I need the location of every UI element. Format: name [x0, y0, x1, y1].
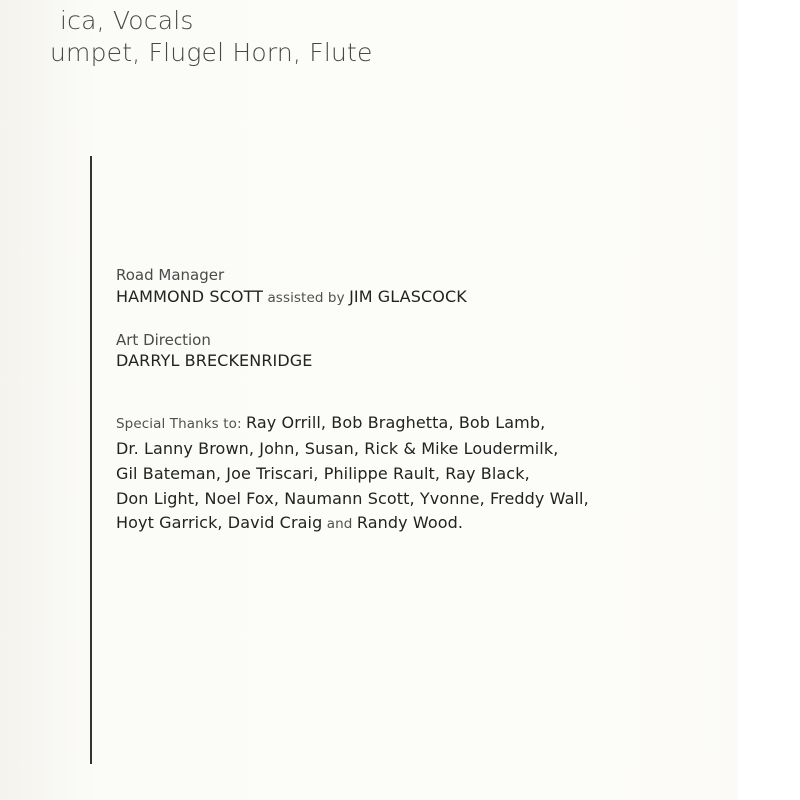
assisted-by-text: assisted by: [263, 290, 350, 306]
thanks-text-5a: Hoyt Garrick, David Craig: [116, 513, 323, 532]
art-direction-name: DARRYL BRECKENRIDGE: [116, 351, 313, 370]
special-thanks-label: Special Thanks to:: [116, 416, 246, 432]
road-manager-name: HAMMOND SCOTT: [116, 287, 264, 306]
thanks-line-3: Gil Bateman, Joe Triscari, Philippe Rault, Ray Black,: [116, 464, 530, 483]
thanks-text-1: Ray Orrill, Bob Braghetta, Bob Lamb,: [246, 413, 546, 432]
thanks-line-4: Don Light, Noel Fox, Naumann Scott, Yvonne, Freddy Wall,: [116, 489, 589, 508]
instrument-credit-line-2: umpet, Flugel Horn, Flute: [50, 38, 373, 67]
thanks-line-5: [116, 513, 463, 532]
thanks-text-5b: Randy Wood.: [356, 513, 464, 532]
road-manager-label: Road Manager: [116, 266, 225, 284]
road-manager-credit: [116, 287, 467, 306]
page-edge: [738, 0, 800, 800]
road-manager-assistant: JIM GLASCOCK: [349, 287, 467, 306]
thanks-line-1: [116, 413, 545, 432]
instrument-credit-line-1: ica, Vocals: [60, 6, 194, 35]
vertical-rule: [90, 156, 92, 764]
art-direction-label: Art Direction: [116, 331, 211, 349]
and-text: and: [322, 516, 357, 532]
thanks-line-2: Dr. Lanny Brown, John, Susan, Rick & Mike Loudermilk,: [116, 439, 559, 458]
